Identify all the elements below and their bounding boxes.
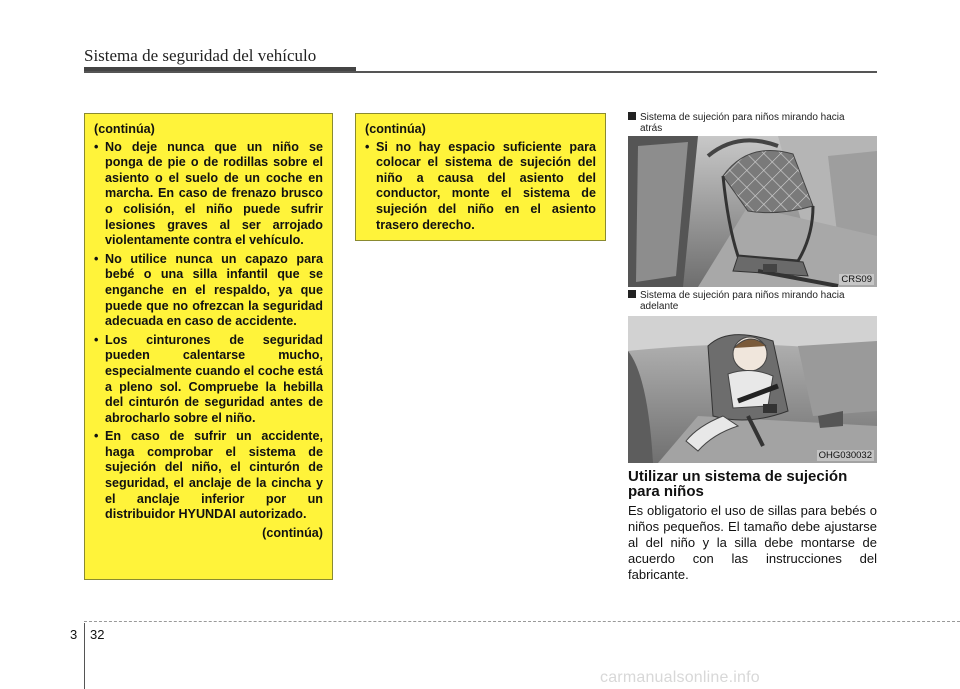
rear-facing-seat-photo <box>628 136 877 287</box>
figure-code: OHG030032 <box>818 450 872 461</box>
page-header-title: Sistema de seguridad del vehículo <box>84 46 317 65</box>
chapter-number: 3 <box>70 627 78 642</box>
figure-code: CRS09 <box>841 274 872 285</box>
continued-label: (continúa) <box>94 122 155 136</box>
warning-bullet: • No deje nunca que un niño se ponga de pie o de rodillas sobre el asiento o el suelo de un coche en marcha. En caso de frenazo brusco o colisión, el niño puede sufrir lesiones graves al ser arrojado violentamente contra el vehículo. <box>94 140 323 249</box>
warning-box-right <box>355 113 606 241</box>
section-heading: Utilizar un sistema de sujeción para niños <box>628 468 848 500</box>
warning-bullet: • Los cinturones de seguridad pueden calentarse mucho, especialmente cuando el coche está a pleno sol. Compruebe la hebilla del cinturón de seguridad antes de abrocharlo sobre el niño. <box>94 333 323 427</box>
warning-bullet: • En caso de sufrir un accidente, haga comprobar el sistema de sujeción del niño, el cinturón de seguridad, el anclaje de la cincha y el anclaje inferior por un distribuidor HYUNDAI autorizado. <box>94 429 323 523</box>
footer-vertical-line <box>84 623 85 689</box>
figure-caption-forward-facing: Sistema de sujeción para niños mirando hacia adelante <box>628 290 876 312</box>
warning-bullet: • No utilice nunca un capazo para bebé o una silla infantil que se enganche en el respaldo, ya que puede que no ofrezcan la seguridad adecuada en caso de accidente. <box>94 252 323 330</box>
square-bullet-icon <box>628 290 636 298</box>
forward-facing-seat-photo <box>628 316 877 463</box>
square-bullet-icon <box>628 112 636 120</box>
page-number: 32 <box>90 627 105 642</box>
continued-label-end: (continúa) <box>262 525 323 540</box>
watermark: carmanualsonline.info <box>600 669 760 686</box>
section-body-text: Es obligatorio el uso de sillas para bebés o niños pequeños. El tamaño debe ajustarse al del niño y la silla debe montarse de acuerdo con las instrucciones del fabricante. <box>628 503 877 582</box>
figure-caption-rear-facing: Sistema de sujeción para niños mirando hacia atrás <box>628 112 876 134</box>
header-rule-thin <box>84 71 877 73</box>
continued-label: (continúa) <box>365 122 426 136</box>
warning-box-left <box>84 113 333 580</box>
warning-bullet: • Si no hay espacio suficiente para colocar el sistema de sujeción del niño a causa del asiento del conductor, monte el sistema de sujeción del niño en el asiento trasero derecho. <box>365 140 596 234</box>
footer-rule <box>84 621 960 622</box>
